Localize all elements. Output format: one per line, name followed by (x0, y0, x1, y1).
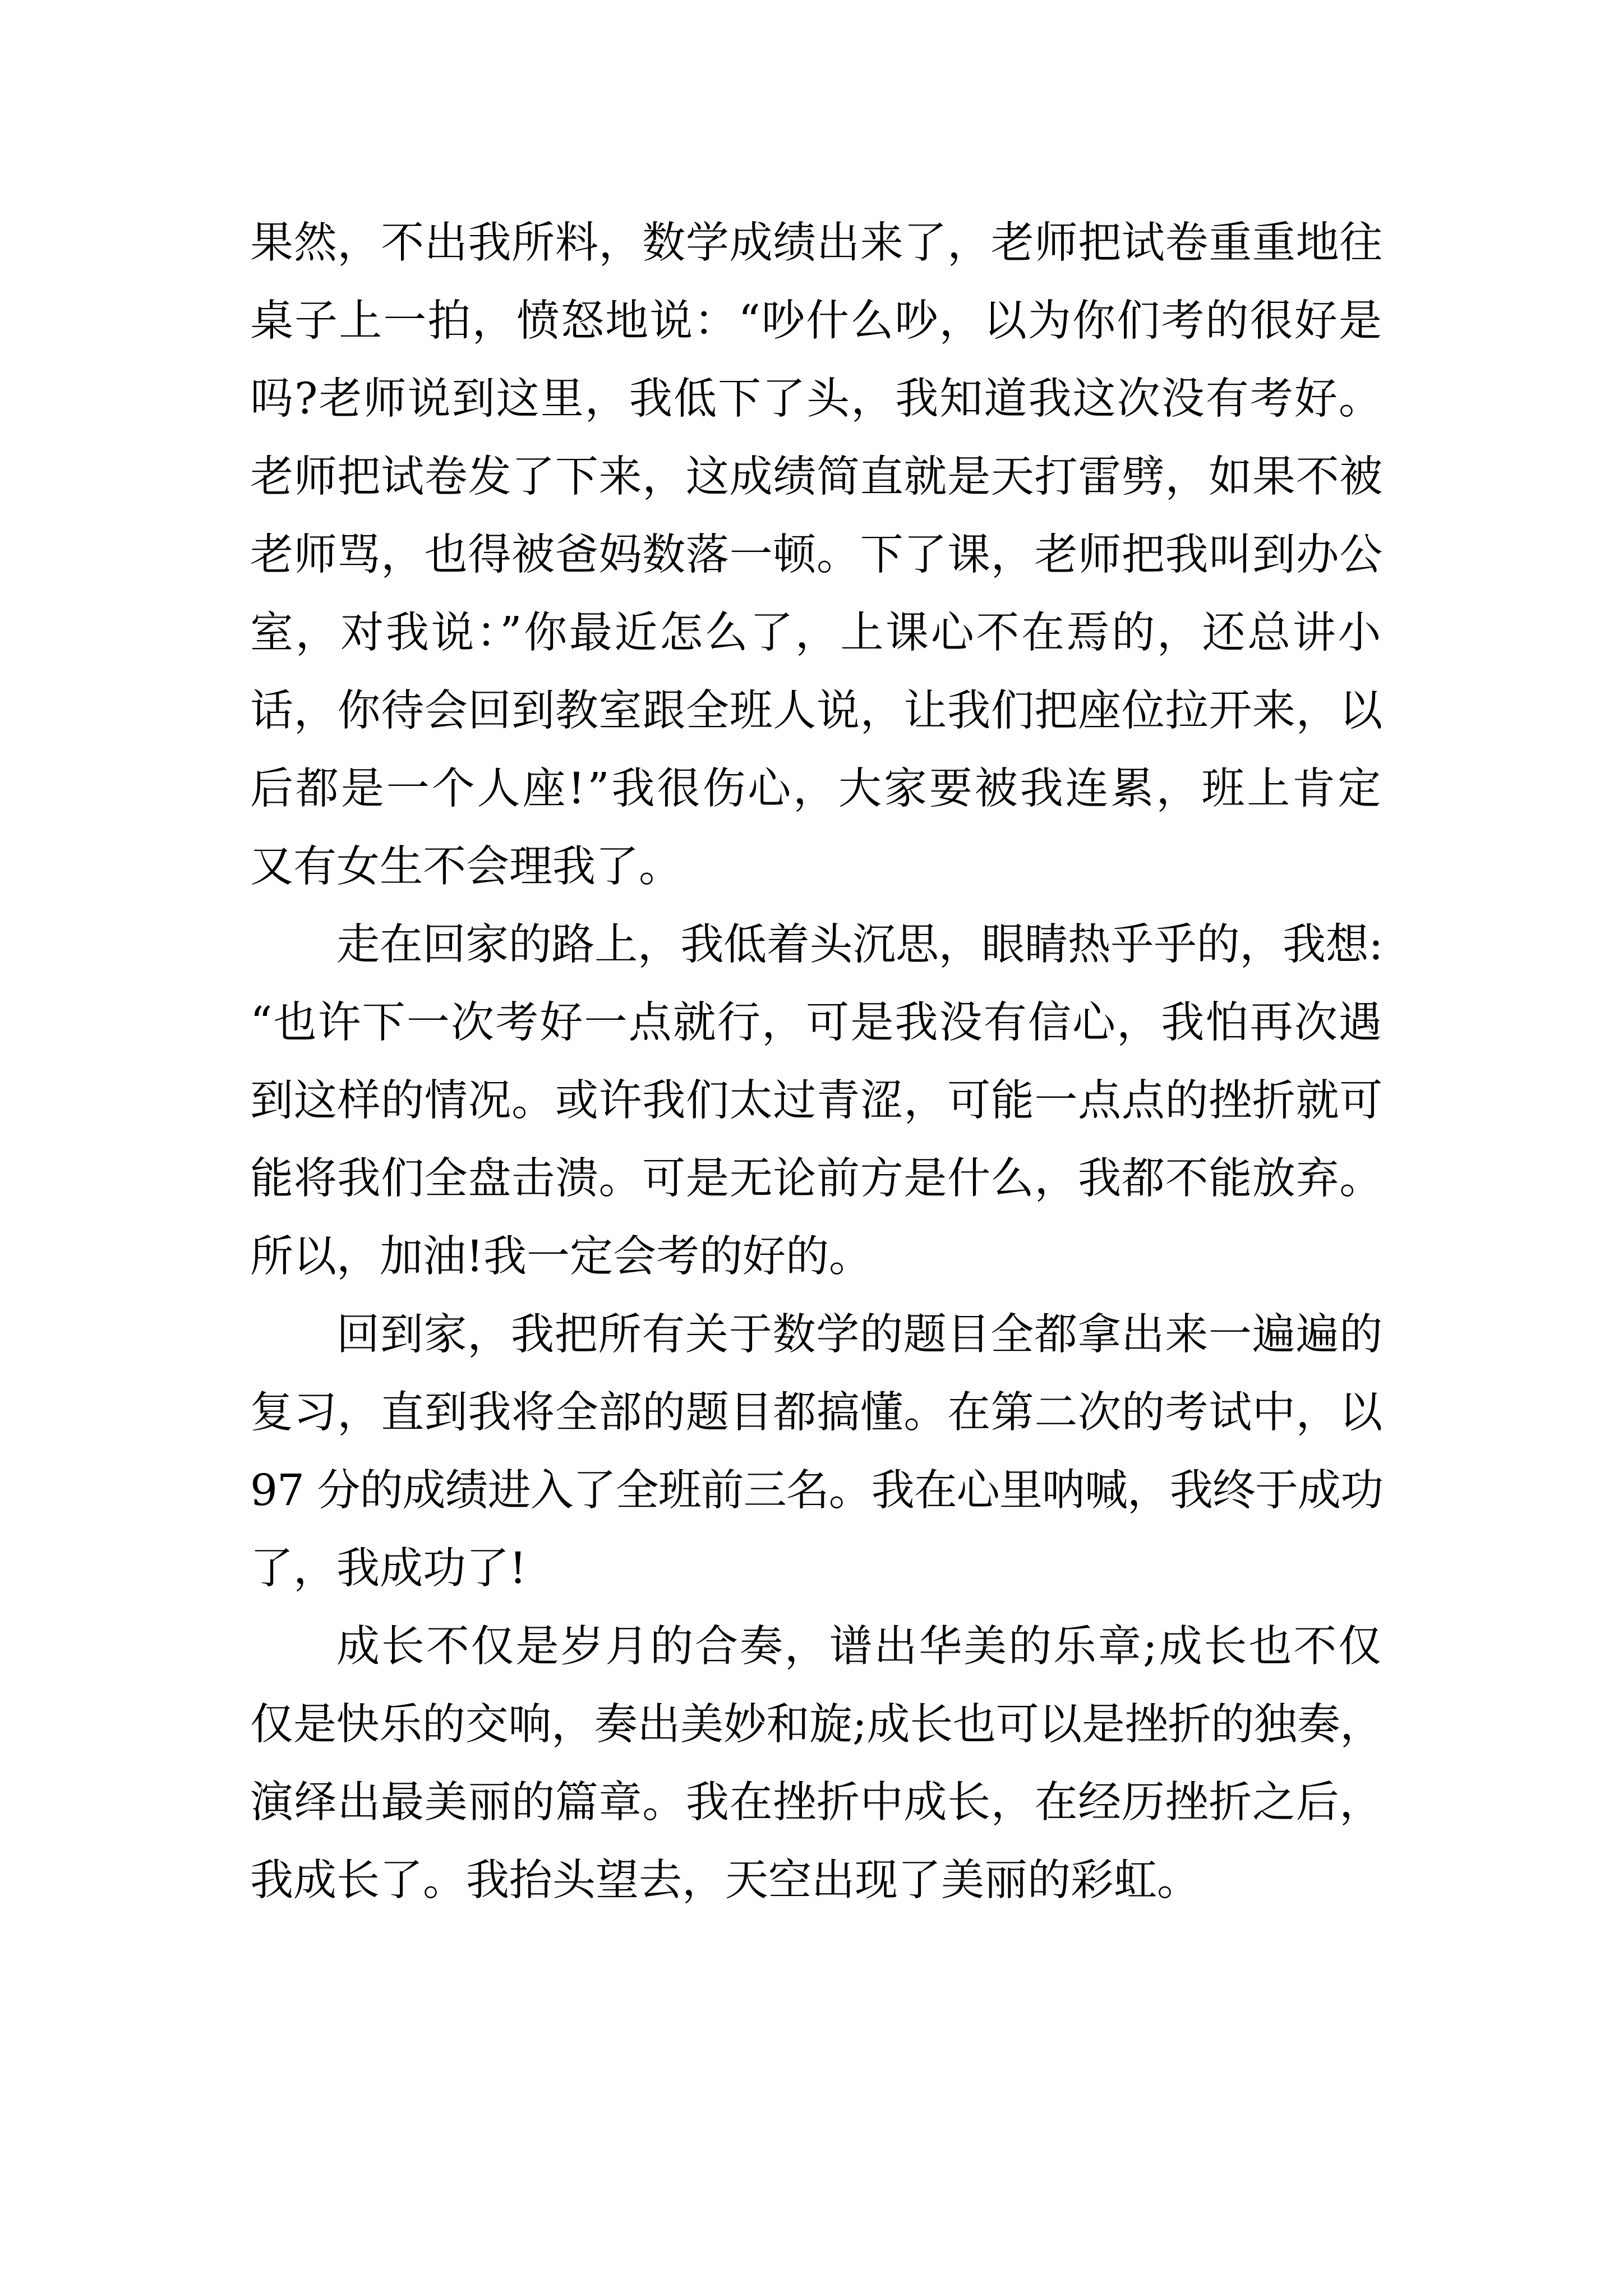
text-line: 能将我们全盘击溃。可是无论前方是什么，我都不能放弃。 (250, 1154, 1383, 1204)
text-line: 成长不仅是岁月的合奏，谱出华美的乐章;成长也不仅 (336, 1622, 1383, 1672)
text-line: 回到家，我把所有关于数学的题目全都拿出来一遍遍的 (336, 1310, 1383, 1360)
text-line: 演绎出最美丽的篇章。我在挫折中成长，在经历挫折之后， (250, 1778, 1383, 1828)
text-line: 桌子上一拍，愤怒地说：“吵什么吵，以为你们考的很好是 (250, 296, 1383, 346)
paragraph (250, 204, 1428, 906)
text-line: 到这样的情况。或许我们太过青涩，可能一点点的挫折就可 (250, 1076, 1383, 1126)
text-line: 仅是快乐的交响，奏出美妙和旋;成长也可以是挫折的独奏， (250, 1700, 1383, 1750)
text-line: 话，你待会回到教室跟全班人说，让我们把座位拉开来，以 (250, 686, 1383, 736)
text-line: 所以，加油!我一定会考的好的。 (250, 1232, 872, 1282)
text-line: 老师骂，也得被爸妈数落一顿。下了课，老师把我叫到办公 (250, 530, 1383, 580)
text-line: 又有女生不会理我了。 (250, 842, 682, 892)
text-line: 复习，直到我将全部的题目都搞懂。在第二次的考试中，以 (250, 1388, 1383, 1438)
text-line: 老师把试卷发了下来，这成绩简直就是天打雷劈，如果不被 (250, 452, 1383, 502)
paragraph (250, 1296, 1428, 1608)
paragraph (250, 1608, 1428, 1920)
paragraph (250, 906, 1428, 1296)
text-line: 97 分的成绩进入了全班前三名。我在心里呐喊，我终于成功 (250, 1466, 1383, 1516)
text-line: 了，我成功了! (250, 1544, 527, 1594)
text-line: 果然，不出我所料，数学成绩出来了，老师把试卷重重地往 (250, 218, 1383, 268)
text-line: 后都是一个人座!”我很伤心，大家要被我连累，班上肯定 (250, 764, 1383, 814)
text-line: 吗?老师说到这里，我低下了头，我知道我这次没有考好。 (250, 374, 1383, 424)
body-text (250, 204, 1428, 1920)
text-line: “也许下一次考好一点就行，可是我没有信心，我怕再次遇 (250, 998, 1383, 1048)
text-line: 室，对我说：”你最近怎么了，上课心不在焉的，还总讲小 (250, 608, 1383, 658)
text-line: 走在回家的路上，我低着头沉思，眼睛热乎乎的，我想: (336, 920, 1383, 970)
text-line: 我成长了。我抬头望去，天空出现了美丽的彩虹。 (250, 1856, 1200, 1906)
